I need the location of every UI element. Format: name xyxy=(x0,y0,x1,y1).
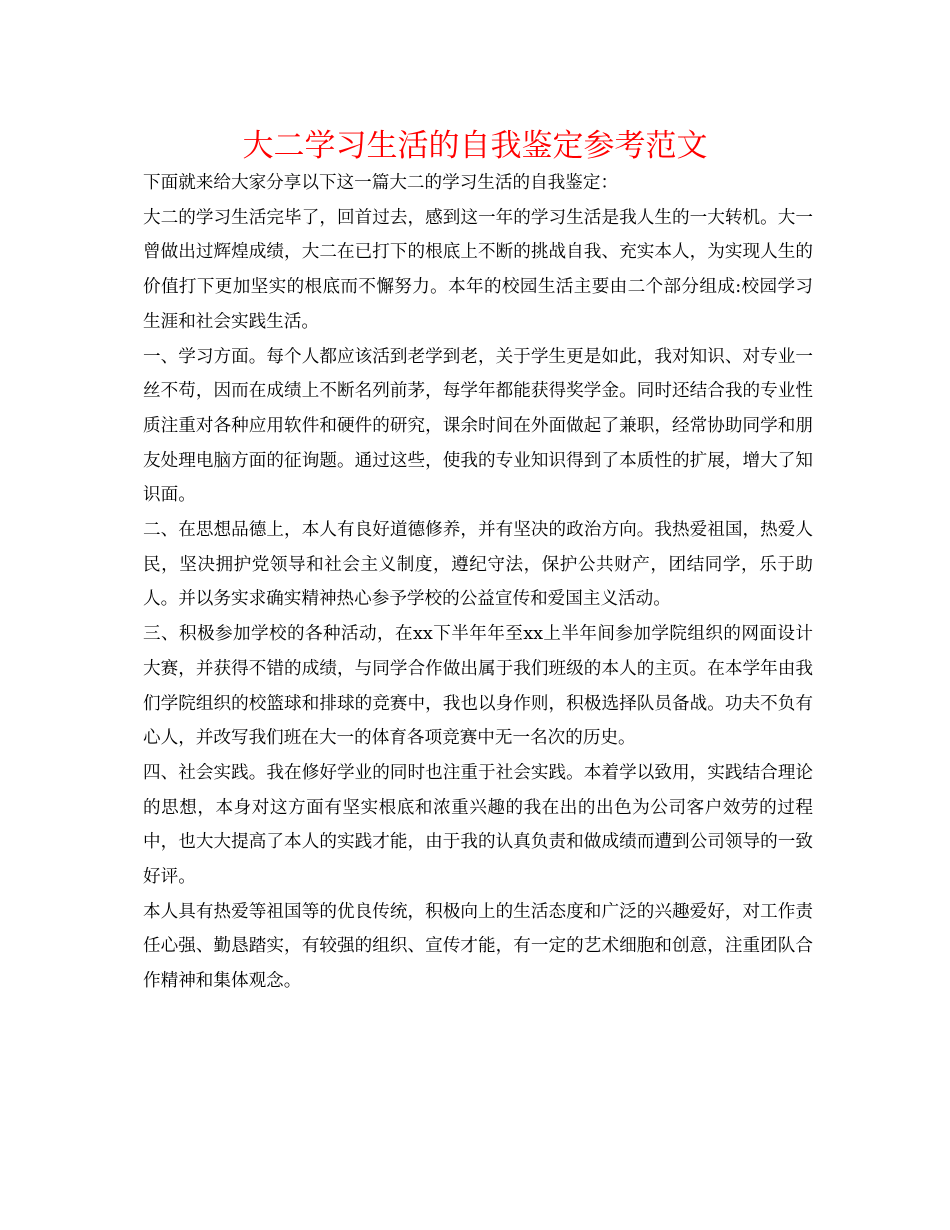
paragraph-practice: 四、社会实践。我在修好学业的同时也注重于社会实践。本着学以致用，实践结合理论的思想，本身对这方面有坚实根底和浓重兴趣的我在出的出色为公司客户效劳的过程中，也大大提高了本人的实践才能，由于我的认真负责和做成绩而遭到公司领导的一致好评。 xyxy=(143,762,813,888)
paragraph-study: 一、学习方面。每个人都应该活到老学到老，关于学生更是如此，我对知识、对专业一丝不苟，因而在成绩上不断名列前茅，每学年都能获得奖学金。同时还结合我的专业性质注重对各种应用软件和硬件的研究，课余时间在外面做起了兼职，经常协助同学和朋友处理电脑方面的征询题。通过这些，使我的专业知识得到了本质性的扩展，增大了知识面。 xyxy=(143,346,813,506)
paragraph-overview: 大二的学习生活完毕了，回首过去，感到这一年的学习生活是我人生的一大转机。大一曾做出过辉煌成绩，大二在已打下的根底上不断的挑战自我、充实本人，为实现人生的价值打下更加坚实的根底而不懈努力。本年的校园生活主要由二个部分组成:校园学习生涯和社会实践生活。 xyxy=(143,207,813,332)
paragraph-intro: 下面就来给大家分享以下这一篇大二的学习生活的自我鉴定： xyxy=(143,173,619,193)
document-title: 大二学习生活的自我鉴定参考范文 xyxy=(242,128,708,164)
paragraph-activities: 三、积极参加学校的各种活动，在xx下半年年至xx上半年间参加学院组织的网面设计大赛，并获得不错的成绩，与同学合作做出属于我们班级的本人的主页。在本学年由我们学院组织的校篮球和排球的竞赛中，我也以身作则，积极选择队员备战。功夫不负有心人，并改写我们班在大一的体育各项竞赛中无一名次的历史。 xyxy=(143,624,813,749)
paragraph-summary: 本人具有热爱等祖国等的优良传统，积极向上的生活态度和广泛的兴趣爱好，对工作责任心强、勤恳踏实，有较强的组织、宣传才能，有一定的艺术细胞和创意，注重团队合作精神和集体观念。 xyxy=(143,901,813,992)
paragraph-morality: 二、在思想品德上，本人有良好道德修养，并有坚决的政治方向。我热爱祖国，热爱人民，坚决拥护党领导和社会主义制度，遵纪守法，保护公共财产，团结同学，乐于助人。并以务实求确实精神热心参予学校的公益宣传和爱国主义活动。 xyxy=(143,520,813,610)
document-body xyxy=(143,166,813,999)
